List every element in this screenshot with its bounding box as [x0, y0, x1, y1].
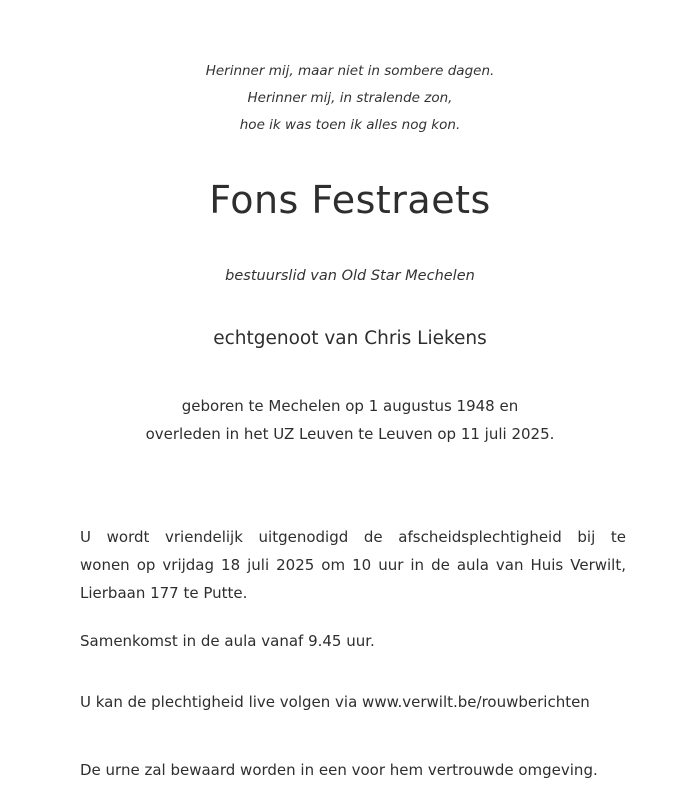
deceased-name: Fons Festraets	[209, 178, 491, 222]
poem-line: Herinner mij, in stralende zon,	[247, 90, 453, 106]
gathering-info: Samenkomst in de aula vanaf 9.45 uur.	[80, 632, 375, 650]
invitation-line: wonen op vrijdag 18 juli 2025 om 10 uur in de aula van Huis Verwilt,	[80, 556, 626, 574]
spouse-line: echtgenoot van Chris Liekens	[213, 328, 487, 349]
urn-info: De urne zal bewaard worden in een voor hem vertrouwde omgeving.	[80, 761, 598, 779]
livestream-info: U kan de plechtigheid live volgen via www.verwilt.be/rouwberichten	[80, 693, 590, 711]
invitation-line: Lierbaan 177 te Putte.	[80, 584, 248, 602]
death-line: overleden in het UZ Leuven te Leuven op 11 juli 2025.	[145, 425, 555, 443]
birth-line: geboren te Mechelen op 1 augustus 1948 en	[181, 397, 519, 415]
deceased-role: bestuurslid van Old Star Mechelen	[225, 268, 475, 284]
poem-line: Herinner mij, maar niet in sombere dagen.	[205, 63, 495, 79]
ceremony-invitation	[80, 523, 626, 607]
poem-line: hoe ik was toen ik alles nog kon.	[239, 117, 461, 133]
invitation-line: U wordt vriendelijk uitgenodigd de afscheidsplechtigheid bij te	[80, 528, 626, 546]
poem	[0, 58, 700, 139]
birth-death-dates	[0, 392, 700, 448]
